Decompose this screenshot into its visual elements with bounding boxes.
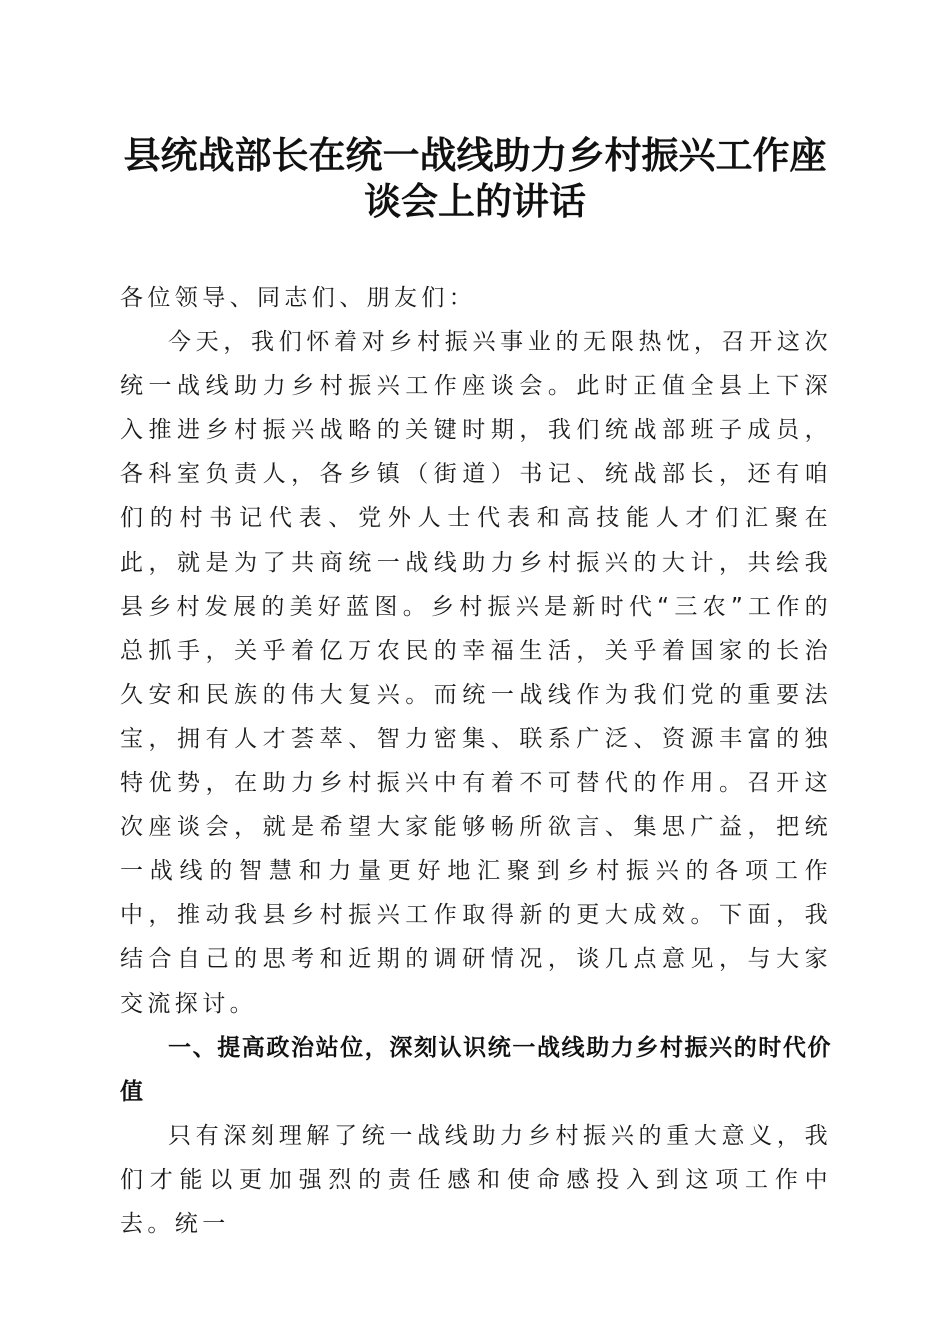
document-body xyxy=(120,276,832,1246)
document-title: 县统战部长在统一战线助力乡村振兴工作座谈会上的讲话 xyxy=(123,133,827,223)
intro-paragraph: 今天，我们怀着对乡村振兴事业的无限热忱，召开这次统一战线助力乡村振兴工作座谈会。此时正值全县上下深入推进乡村振兴战略的关键时期，我们统战部班子成员，各科室负责人，各乡镇（街道）书记、统战部长，还有咱们的村书记代表、党外人士代表和高技能人才们汇聚在此，就是为了共商统一战线助力乡村振兴的大计，共绘我县乡村发展的美好蓝图。乡村振兴是新时代“三农”工作的总抓手，关乎着亿万农民的幸福生活，关乎着国家的长治久安和民族的伟大复兴。而统一战线作为我们党的重要法宝，拥有人才荟萃、智力密集、联系广泛、资源丰富的独特优势，在助力乡村振兴中有着不可替代的作用。召开这次座谈会，就是希望大家能够畅所欲言、集思广益，把统一战线的智慧和力量更好地汇聚到乡村振兴的各项工作中，推动我县乡村振兴工作取得新的更大成效。下面，我结合自己的思考和近期的调研情况，谈几点意见，与大家交流探讨。 xyxy=(120,329,832,1017)
section-paragraph: 只有深刻理解了统一战线助力乡村振兴的重大意义，我们才能以更加强烈的责任感和使命感投入到这项工作中去。统一 xyxy=(120,1122,832,1237)
section-heading: 一、提高政治站位，深刻认识统一战线助力乡村振兴的时代价值 xyxy=(120,1034,832,1105)
salutation: 各位领导、同志们、朋友们： xyxy=(120,285,477,311)
